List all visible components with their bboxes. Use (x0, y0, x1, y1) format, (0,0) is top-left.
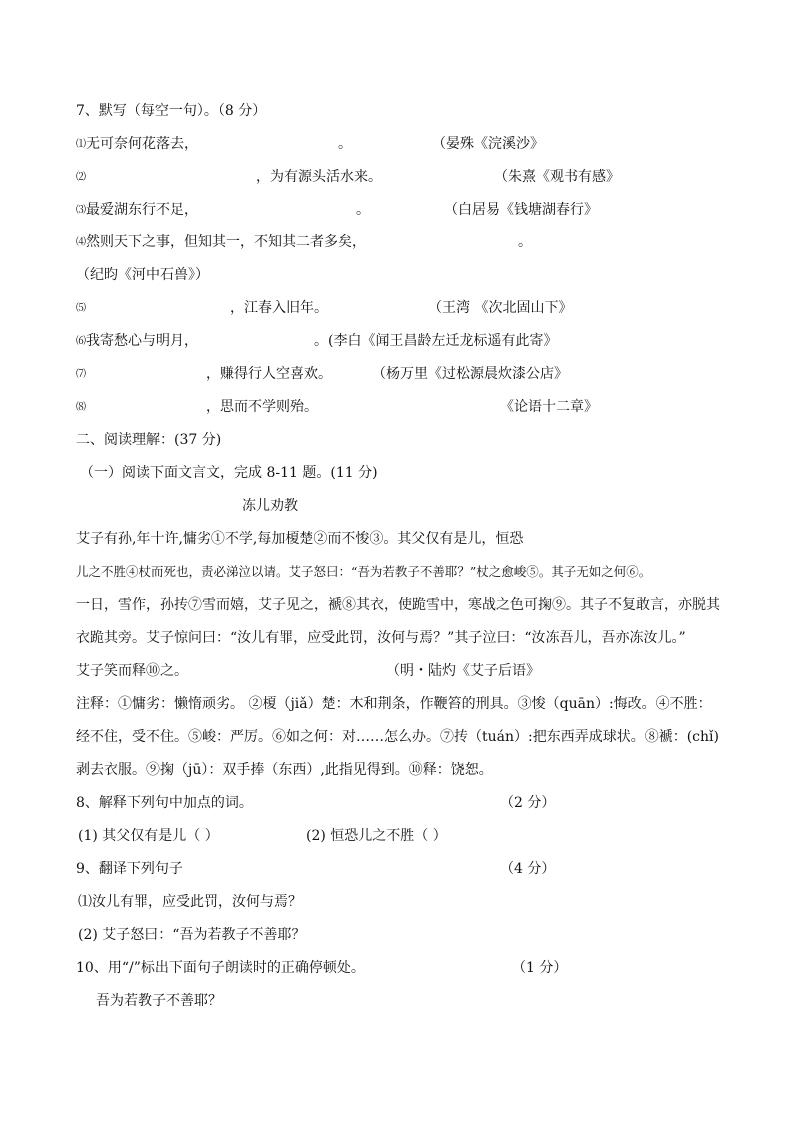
q7-item-4-end: 。 (518, 234, 532, 250)
notes-line-3: 剥去衣服。⑨掬（jū）：双手捧（东西）,此指见得到。⑩释：饶恕。 (76, 762, 493, 778)
q7-item-1 (76, 134, 198, 155)
passage-line-3: 一日，雪作，孙抟⑦雪而嬉，艾子见之，褫⑧其衣，使跪雪中，寒战之色可掬⑨。其子不复敢言，亦脱其 (76, 597, 720, 613)
q9-header: 9、翻译下列句子 (76, 861, 183, 877)
q7-item-2-num (76, 167, 86, 188)
part2-subheader: （一）阅读下面文言文，完成 8-11 题。(11 分) (80, 465, 378, 481)
notes-line-2: 经不住，受不住。⑤峻：严厉。⑥如之何：对……怎么办。⑦抟（tuán）:把东西弄成球状。⑧褫：(chǐ) (76, 729, 719, 745)
item-prefix: 然则天下之事，但知其一，不知其二者多矣， (86, 234, 366, 250)
q8-item-2: (2) 恒恐儿之不胜（ ） (306, 828, 447, 844)
notes-line-1: 注释：①慵劣：懒惰顽劣。 ②榎（jiǎ）楚：木和荆条，作鞭笞的刑具。③悛（quān）:悔改。④不胜： (76, 696, 712, 712)
item-number: ⑹ (76, 336, 86, 347)
q8-score: （2 分） (500, 795, 556, 811)
q7-item-6-end: 。(李白《闻王昌龄左迁龙标遥有此寄》 (314, 333, 558, 349)
q9-item-1: ⑴汝儿有罪，应受此罚，汝何与焉？ (78, 894, 302, 910)
q8-header: 8、解释下列句中加点的词。 (76, 795, 253, 811)
passage-line-4: 衣跪其旁。艾子惊问曰：“汝儿有罪，应受此罚，汝何与焉？”其子泣曰：“汝冻吾儿，吾亦冻汝儿。” (76, 630, 686, 646)
q7-item-1-end: 。 (338, 136, 352, 152)
item-number: ⑵ (76, 172, 86, 183)
q7-item-8-text: ，思而不学则殆。 (206, 399, 318, 415)
item-prefix: 我寄愁心与明月， (86, 333, 198, 349)
q7-item-5-source: （王湾 《次北固山下》 (428, 300, 573, 316)
q7-item-7-source: （杨万里《过松源晨炊漆公店》 (372, 366, 568, 382)
q7-item-3 (76, 200, 198, 221)
q10-sentence: 吾为若教子不善耶？ (96, 993, 222, 1009)
passage-line-5: 艾子笑而释⑩之。 (76, 663, 188, 679)
item-number: ⑻ (76, 402, 86, 413)
q7-item-2-text: ，为有源头活水来。 (256, 169, 382, 185)
q7-item-7-text: ，赚得行人空喜欢。 (206, 366, 332, 382)
q7-item-2-source: （朱熹《观书有感》 (494, 169, 620, 185)
item-number: ⑷ (76, 237, 86, 248)
q7-item-4 (76, 232, 366, 253)
q7-item-5-text: ，江春入旧年。 (230, 300, 328, 316)
q10-header: 10、用“/”标出下面句子朗读时的正确停顿处。 (76, 960, 365, 976)
q9-score: （4 分） (500, 861, 556, 877)
item-prefix: 无可奈何花落去， (86, 136, 198, 152)
q7-item-6 (76, 331, 198, 352)
q7-item-1-source: （晏殊《浣溪沙》 (432, 136, 544, 152)
q7-item-5-num (76, 298, 86, 319)
part2-header: 二、阅读理解：(37 分) (76, 432, 222, 448)
item-number: ⑸ (76, 303, 86, 314)
passage-line-2: 儿之不胜④杖而死也，责必涕泣以请。艾子怒曰：“吾为若教子不善耶？”杖之愈峻⑤。其子无如之何⑥。 (76, 564, 652, 579)
item-number: ⑶ (76, 205, 86, 216)
item-number: ⑴ (76, 139, 86, 150)
q7-item-8-num (76, 397, 86, 418)
q7-header: 7、默写（每空一句）。（8 分） (76, 103, 267, 119)
q7-item-8-source: 《论语十二章》 (500, 399, 598, 415)
passage-line-1: 艾子有孙,年十许,慵劣①不学,每加榎楚②而不悛③。其父仅有是儿，恒恐 (76, 531, 524, 547)
item-number: ⑺ (76, 369, 86, 380)
q7-item-4-source: （纪昀《河中石兽》） (76, 267, 209, 283)
q7-item-7-num (76, 364, 86, 385)
q9-item-2: (2) 艾子怒曰：“吾为若教子不善耶？ (78, 927, 306, 943)
q7-item-3-source: （白居易《钱塘湖春行》 (444, 202, 598, 218)
q7-item-3-end: 。 (356, 202, 370, 218)
passage-source: （明・陆灼《艾子后语》 (386, 663, 540, 679)
q8-item-1: (1) 其父仅有是儿（ ） (78, 828, 219, 844)
q10-score: （1 分） (512, 960, 568, 976)
item-prefix: 最爱湖东行不足， (86, 202, 198, 218)
passage-title: 冻儿劝教 (242, 498, 298, 514)
